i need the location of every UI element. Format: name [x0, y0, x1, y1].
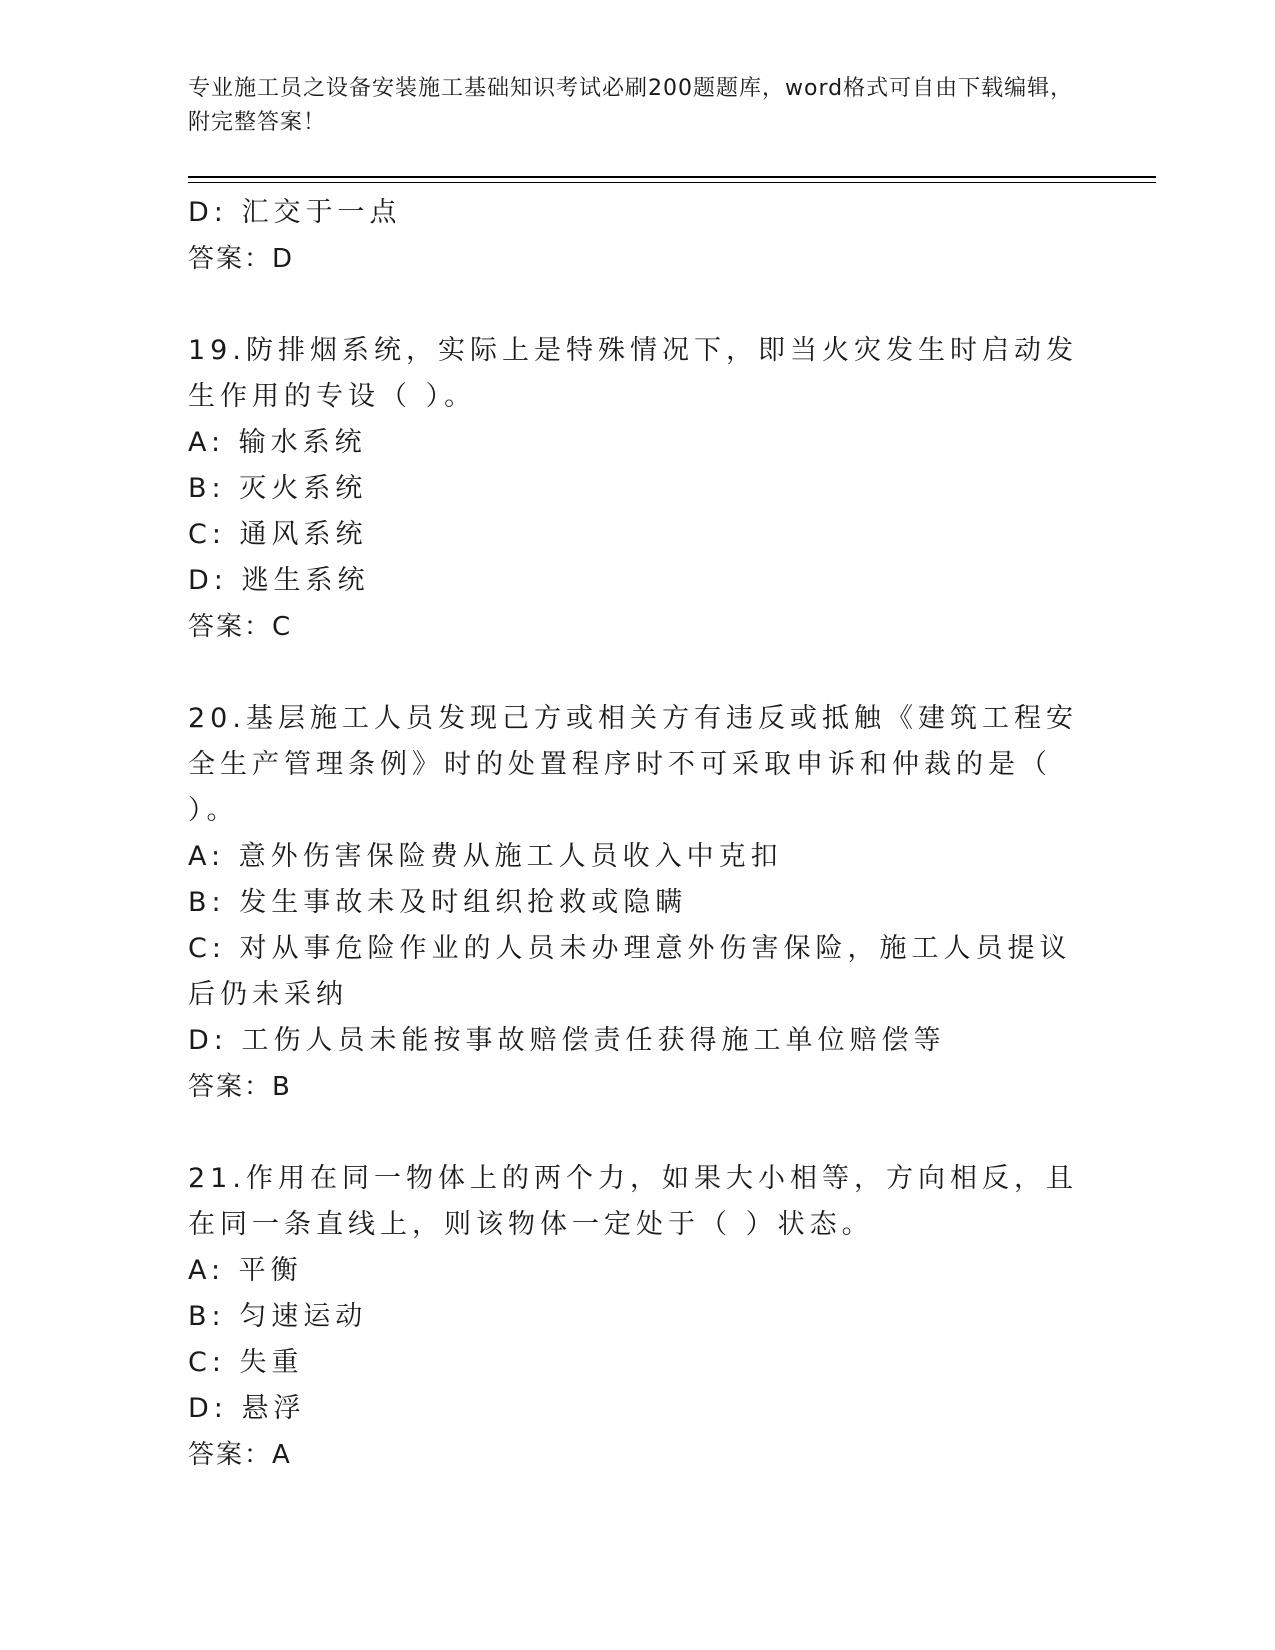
option-d: D: 工伤人员未能按事故赔偿责任获得施工单位赔偿等 [188, 1025, 946, 1056]
document-body [188, 190, 1088, 1478]
header-title: 专业施工员之设备安装施工基础知识考试必刷200题题库，word格式可自由下载编辑，附完整答案！ [188, 76, 1074, 135]
option-a: A: 意外伤害保险费从施工人员收入中克扣 [188, 841, 783, 872]
option-b: B: 灭火系统 [188, 473, 368, 504]
option-d: D: 悬浮 [188, 1393, 306, 1424]
option-a: A: 平衡 [188, 1255, 303, 1286]
question-stem: 21.作用在同一物体上的两个力，如果大小相等，方向相反，且在同一条直线上，则该物体一定处于（ ）状态。 [188, 1163, 1078, 1240]
option-d: D: 逃生系统 [188, 565, 370, 596]
option-d: D: 汇交于一点 [188, 197, 402, 228]
spacer [188, 650, 1088, 696]
option-b: B: 匀速运动 [188, 1301, 368, 1332]
option-c: C: 对从事危险作业的人员未办理意外伤害保险，施工人员提议后仍未采纳 [188, 933, 1072, 1010]
question-19 [188, 328, 1088, 650]
question-20 [188, 696, 1088, 1110]
document-header [188, 72, 1088, 140]
spacer [188, 1110, 1088, 1156]
option-b: B: 发生事故未及时组织抢救或隐瞒 [188, 887, 688, 918]
question-stem: 19.防排烟系统，实际上是特殊情况下，即当火灾发生时启动发生作用的专设（ ）。 [188, 335, 1078, 412]
spacer [188, 282, 1088, 328]
header-divider [188, 176, 1156, 178]
answer-line: 答案：B [188, 1072, 292, 1102]
question-21 [188, 1156, 1088, 1478]
option-a: A: 输水系统 [188, 427, 367, 458]
answer-line: 答案：C [188, 612, 293, 642]
option-c: C: 通风系统 [188, 519, 368, 550]
answer-line: 答案：A [188, 1440, 292, 1470]
option-c: C: 失重 [188, 1347, 304, 1378]
question-stem: 20.基层施工人员发现己方或相关方有违反或抵触《建筑工程安全生产管理条例》时的处置程序时不可采取申诉和仲裁的是（ ）。 [188, 703, 1078, 826]
header-divider-thin [188, 182, 1156, 183]
answer-line: 答案：D [188, 244, 295, 274]
